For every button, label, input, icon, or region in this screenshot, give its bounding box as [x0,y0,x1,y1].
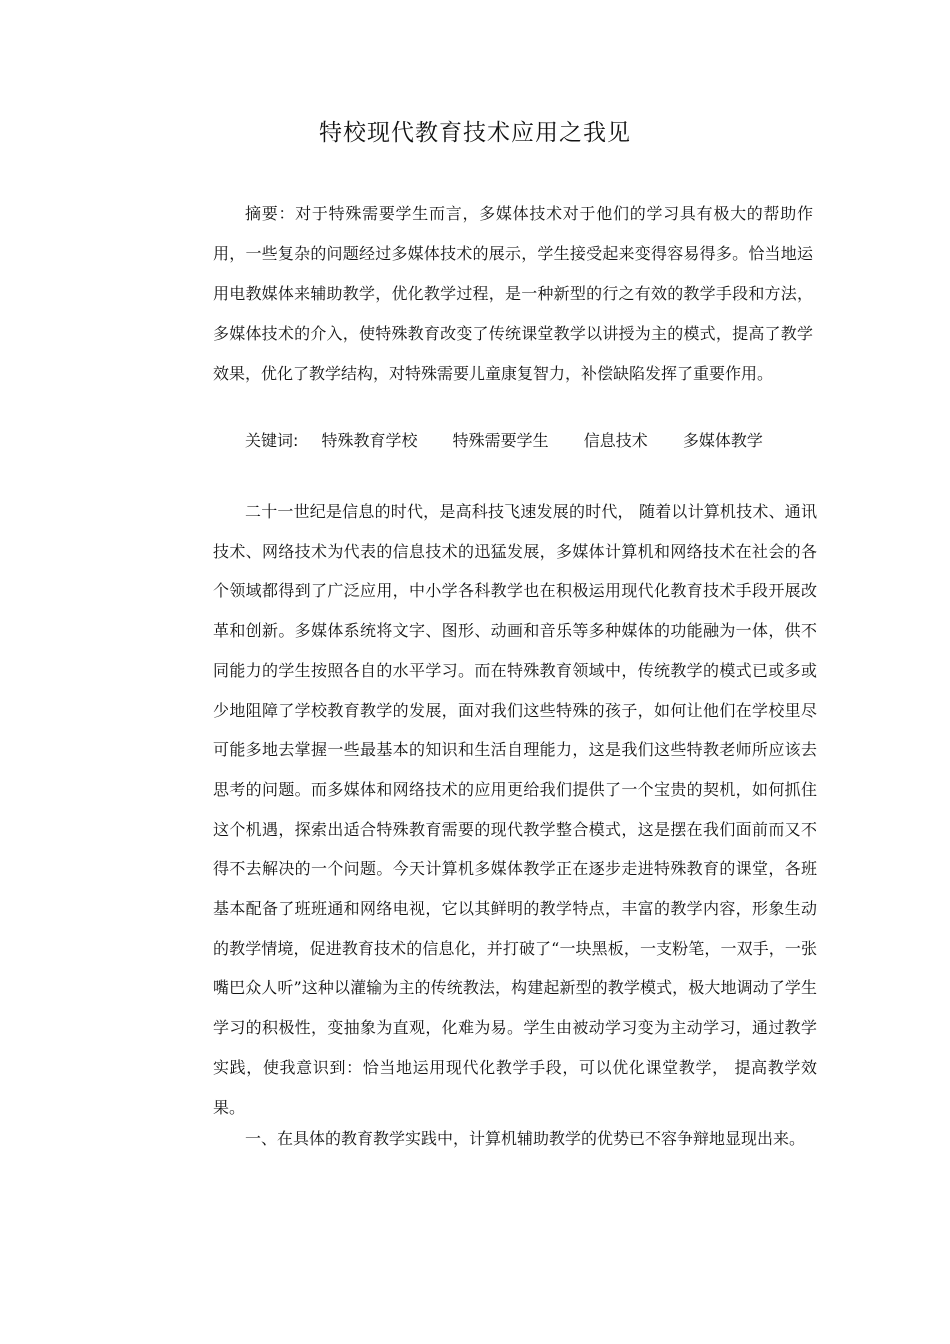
keywords-line [245,426,793,456]
body-paragraph: 二十一世纪是信息的时代，是高科技飞速发展的时代， 随着以计算机技术、通讯技术、网络技术为代表的信息技术的迅猛发展，多媒体计算机和网络技术在社会的各个领域都得到了广泛应用，中小学各科教学也在积极运用现代化教育技术手段开展改革和创新。多媒体系统将文字、图形、动画和音乐等多种媒体的功能融为一体，供不同能力的学生按照各自的水平学习。而在特殊教育领域中，传统教学的模式已或多或少地阻障了学校教育教学的发展，面对我们这些特殊的孩子，如何让他们在学校里尽可能多地去掌握一些最基本的知识和生活自理能力，这是我们这些特教老师所应该去思考的问题。而多媒体和网络技术的应用更给我们提供了一个宝贵的契机，如何抓住这个机遇，探索出适合特殊教育需要的现代教学整合模式，这是摆在我们面前而又不得不去解决的一个问题。今天计算机多媒体教学正在逐步走进特殊教育的课堂，各班基本配备了班班通和网络电视，它以其鲜明的教学特点，丰富的教学内容，形象生动的教学情境，促进教育技术的信息化，并打破了“一块黑板，一支粉笔，一双手，一张嘴巴众人听”这种以灌输为主的传统教法，构建起新型的教学模式，极大地调动了学生学习的积极性，变抽象为直观，化难为易。学生由被动学习变为主动学习，通过教学实践，使我意识到：恰当地运用现代化教学手段，可以优化课堂教学， 提高教学效果。 [213,502,817,1117]
abstract-paragraph: 摘要：对于特殊需要学生而言，多媒体技术对于他们的学习具有极大的帮助作用，一些复杂的问题经过多媒体技术的展示，学生接受起来变得容易得多。恰当地运用电教媒体来辅助教学，优化教学过程，是一种新型的行之有效的教学手段和方法，多媒体技术的介入，使特殊教育改变了传统课堂教学以讲授为主的模式，提高了教学效果，优化了教学结构，对特殊需要儿童康复智力，补偿缺陷发挥了重要作用。 [213,204,813,383]
keyword: 多媒体教学 [682,431,763,450]
document-title: 特校现代教育技术应用之我见 [319,120,631,146]
keyword: 特殊需要学生 [452,431,549,450]
keywords-label: 关键词: [245,431,299,450]
section-heading-one: 一、在具体的教育教学实践中，计算机辅助教学的优势已不容争辩地显现出来。 [245,1129,806,1148]
keyword: 信息技术 [583,431,648,450]
keyword: 特殊教育学校 [321,431,418,450]
